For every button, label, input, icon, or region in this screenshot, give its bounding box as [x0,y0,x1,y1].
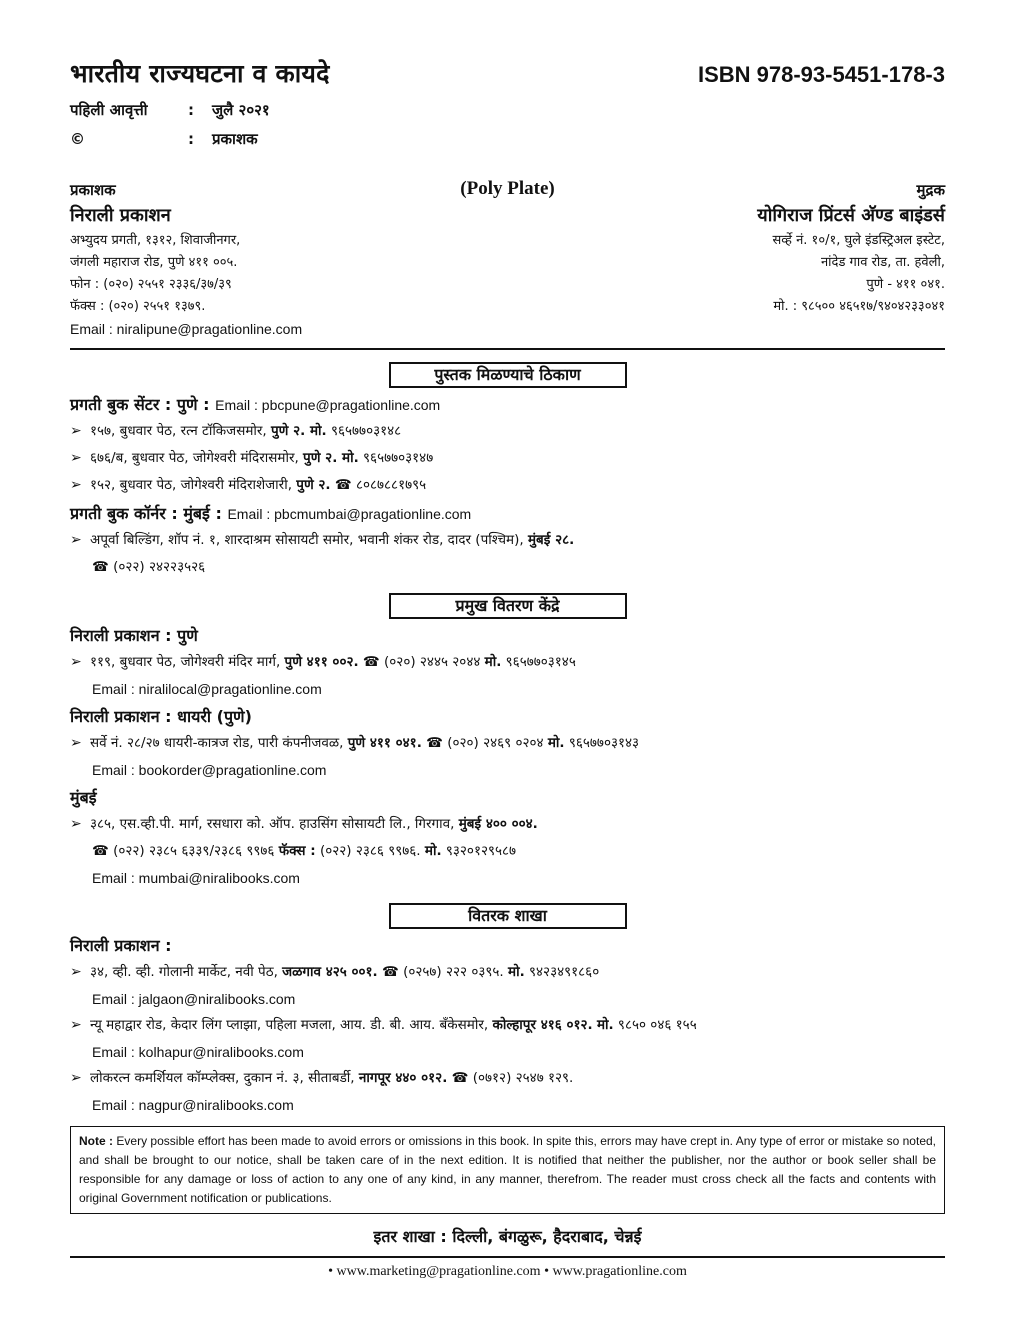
arrow-bullet-icon: ➢ [70,816,82,832]
list-item: ➢ न्यू महाद्वार रोड, केदार लिंग प्लाझा, पहिला मजला, आय. डी. बी. आय. बँकेसमोर, कोल्हापूर ४१६ ०१२. मो. ९८५० ०४६ १५५ [70,1012,945,1039]
section-heading-distributor-branches: वितरक शाखा [70,903,945,929]
publisher-phone: फोन : (०२०) २५५१ २३३६/३७/३९ [70,277,232,292]
list-item: ➢ ११९, बुधवार पेठ, जोगेश्वरी मंदिर मार्ग, पुणे ४११ ००२. ☎ (०२०) २४४५ २०४४ मो. ९६५७७०३१४५ [70,649,945,676]
colon: : [188,130,194,148]
isbn: ISBN 978-93-5451-178-3 [697,62,945,87]
centre-dhayari-email: Email : bookorder@pragationline.com [92,762,327,778]
other-branches-cities: दिल्ली, बंगळुरू, हैदराबाद, चेन्नई [452,1227,642,1246]
printer-block [653,178,945,340]
branch-email: Email : jalgaon@niralibooks.com [92,991,296,1007]
list-item: ➢ १५२, बुधवार पेठ, जोगेश्वरी मंदिराशेजारी, पुणे २. ☎ ८०८७८८१७९५ [70,472,945,499]
publisher-email: Email : niralipune@pragationline.com [70,321,303,337]
book-title: भारतीय राज्यघटना व कायदे [70,59,330,88]
list-item: ➢ सर्वे नं. २८/२७ धायरी-कात्रज रोड, पारी कंपनीजवळ, पुणे ४११ ०४१. ☎ (०२०) २४६९ ०२०४ मो. ९६५७७०३१४३ [70,730,945,757]
note-label: Note : [79,1134,114,1148]
publisher-address-line: अभ्युदय प्रगती, १३१२, शिवाजीनगर, [70,233,241,248]
arrow-bullet-icon: ➢ [70,964,82,980]
centre-pune-email: Email : niralilocal@pragationline.com [92,681,322,697]
list-item: ➢ १५७, बुधवार पेठ, रत्न टॉकिजसमोर, पुणे २. मो. ९६५७७०३१४८ [70,418,945,445]
centre-dhayari-title: निराली प्रकाशन : धायरी (पुणे) [70,707,252,726]
arrow-bullet-icon: ➢ [70,1017,82,1033]
list-item: ➢ ३४, व्ही. व्ही. गोलानी मार्केट, नवी पेठ, जळगाव ४२५ ००१. ☎ (०२५७) २२२ ०३९५. मो. ९४२३४९१८६० [70,959,945,986]
arrow-bullet-icon: ➢ [70,735,82,751]
list-item: ➢ ३८५, एस.व्ही.पी. मार्ग, रसधारा को. ऑप. हाउसिंग सोसायटी लि., गिरगाव, मुंबई ४०० ००४. [70,811,945,838]
edition-value: जुलै २०२१ [212,101,270,119]
outlet-pune-title: प्रगती बुक सेंटर : पुणे : Email : pbcpune@pragationline.com [70,395,441,414]
colon: : [188,101,194,119]
arrow-bullet-icon: ➢ [70,1070,82,1086]
list-item: ➢ अपूर्वा बिल्डिंग, शॉप नं. १, शारदाश्रम सोसायटी समोर, भवानी शंकर रोड, दादर (पश्चिम), मुंबई २८. [70,527,945,554]
header-row [70,56,945,90]
arrow-bullet-icon: ➢ [70,532,82,548]
printer-address-line: नांदेड गाव रोड, ता. हवेली, [820,255,945,270]
arrow-bullet-icon: ➢ [70,477,82,493]
arrow-bullet-icon: ➢ [70,654,82,670]
printer-name: योगिराज प्रिंटर्स अ‍ॅण्ड बाइंडर्स [757,205,945,226]
branch-title: निराली प्रकाशन : [70,936,172,955]
branch-email: Email : nagpur@niralibooks.com [92,1097,294,1113]
publisher-fax: फॅक्स : (०२०) २५५१ १३७९. [70,299,206,314]
section-heading-distribution-centres: प्रमुख वितरण केंद्रे [70,593,945,619]
publisher-name: निराली प्रकाशन [70,205,171,226]
phone-line: ☎ (०२२) २४२२३५२६ [92,559,206,575]
disclaimer-note [70,1126,945,1214]
centre-pune-title: निराली प्रकाशन : पुणे [70,626,198,645]
copyright-value: प्रकाशक [212,130,258,148]
centre-mumbai-title: मुंबई [70,788,97,807]
branch-email: Email : kolhapur@niralibooks.com [92,1044,304,1060]
list-item: ➢ ६७६/ब, बुधवार पेठ, जोगेश्वरी मंदिरासमोर, पुणे २. मो. ९६५७७०३१४७ [70,445,945,472]
printer-label: मुद्रक [916,181,945,199]
centre-mumbai-email: Email : mumbai@niralibooks.com [92,870,300,886]
divider [70,348,945,350]
list-item: ➢ लोकरत्न कमर्शियल कॉम्प्लेक्स, दुकान नं. ३, सीताबर्डी, नागपूर ४४० ०१२. ☎ (०७१२) २५४७ १२९. [70,1065,945,1092]
arrow-bullet-icon: ➢ [70,423,82,439]
other-branches [70,1224,945,1250]
note-text: Every possible effort has been made to avoid errors or omissions in this book. In spite this, errors may have crept in. Any type of error or mistake so noted, and shall be brought to our notice, shall be taken care of in the next edition. It is notified that neither the publisher, nor the author or book seller shall be responsible for any damage or loss of action to any one of any kind, in any manner, therefrom. The reader must cross check all the facts and contents with original Government notification or publications. [79,1134,936,1205]
outlet-pune-email: Email : pbcpune@pragationline.com [215,397,441,413]
arrow-bullet-icon: ➢ [70,450,82,466]
footer-links: • www.marketing@pragationline.com • www.pragationline.com [70,1256,945,1280]
outlet-mumbai-title: प्रगती बुक कॉर्नर : मुंबई : Email : pbcmumbai@pragationline.com [70,504,472,523]
edition-key: पहिली आवृत्ती [70,101,148,119]
printer-address-line: सर्व्हे नं. १०/१, घुले इंडस्ट्रिअल इस्टेट, [772,233,945,248]
publisher-block [70,178,362,340]
publisher-label: प्रकाशक [70,181,116,199]
edition-info [70,96,945,154]
publisher-printer-block [70,178,945,340]
publisher-address-line: जंगली महाराज रोड, पुणे ४११ ००५. [70,255,238,270]
other-branches-label: इतर शाखा : [373,1227,447,1246]
outlet-mumbai-email: Email : pbcmumbai@pragationline.com [227,506,472,522]
printer-mobile: मो. : ९८५०० ४६५१७/९४०४२३३०४१ [773,299,945,314]
plate-type: (Poly Plate) [460,178,555,199]
copyright-page [70,56,945,1280]
printer-address-line: पुणे - ४११ ०४१. [866,277,945,292]
copyright-symbol: © [70,130,85,148]
phone-line: ☎ (०२२) २३८५ ६३३९/२३८६ ९९७६ फॅक्स : (०२२) २३८६ ९९७६. मो. ९३२०१२९५८७ [92,843,517,859]
section-heading-book-outlets: पुस्तक मिळण्याचे ठिकाण [70,362,945,388]
